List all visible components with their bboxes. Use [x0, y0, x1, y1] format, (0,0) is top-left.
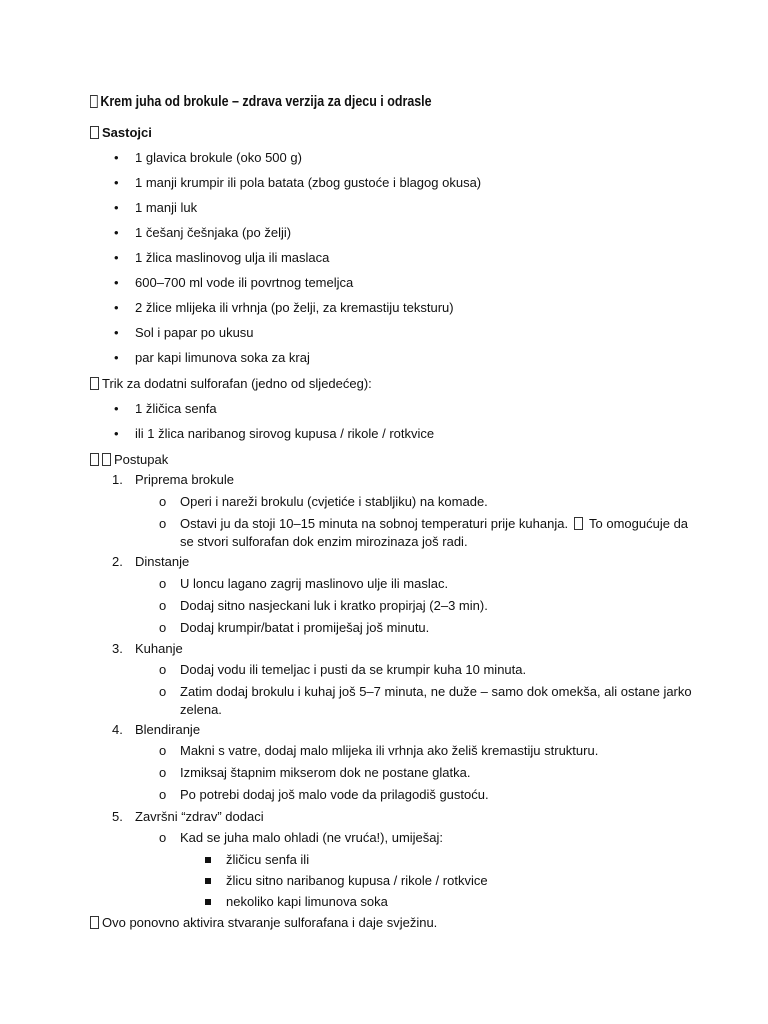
step-sub-text: Ostavi ju da stoji 10–15 minuta na sobnoj temperaturi prije kuhanja.	[180, 516, 572, 531]
step-number: 2.	[112, 554, 123, 569]
step-item	[112, 721, 201, 739]
step-sub-item	[159, 597, 488, 615]
bullet-icon: •	[114, 225, 119, 240]
step-subsub-item	[226, 872, 488, 890]
bullet-icon: •	[114, 250, 119, 265]
step-subsub-text: nekoliko kapi limunova soka	[226, 894, 388, 909]
step-subsub-item	[226, 851, 309, 869]
ingredient-item	[114, 274, 354, 292]
step-item	[112, 640, 183, 658]
step-sub-text: Makni s vatre, dodaj malo mlijeka ili vrhnja ako želiš kremastiju strukturu.	[180, 743, 599, 758]
circle-bullet-icon: o	[159, 662, 167, 677]
step-sub-item	[159, 829, 444, 847]
missing-glyph-icon	[90, 453, 99, 466]
ingredient-item	[114, 249, 330, 267]
circle-bullet-icon: o	[159, 830, 167, 845]
circle-bullet-icon: o	[159, 598, 167, 613]
bullet-icon: •	[114, 325, 119, 340]
ingredient-text: 2 žlice mlijeka ili vrhnja (po želji, za kremastiju teksturu)	[135, 300, 454, 315]
bullet-icon: •	[114, 175, 119, 190]
trick-heading-line	[90, 376, 372, 391]
circle-bullet-icon: o	[159, 494, 167, 509]
step-sub-text: Operi i nareži brokulu (cvjetiće i stabljiku) na komade.	[180, 494, 488, 509]
step-sub-item	[159, 786, 489, 804]
ingredient-text: 1 glavica brokule (oko 500 g)	[135, 150, 302, 165]
procedure-heading: Postupak	[114, 452, 169, 467]
step-sub-text: U loncu lagano zagrij maslinovo ulje ili maslac.	[180, 576, 449, 591]
step-item	[112, 471, 234, 489]
step-item	[112, 808, 264, 826]
trick-text: ili 1 žlica naribanog sirovog kupusa / rikole / rotkvice	[135, 426, 435, 441]
step-sub-item	[159, 575, 449, 593]
step-sub-text: Dodaj krumpir/batat i promiješaj još minutu.	[180, 620, 430, 635]
ingredient-text: 600–700 ml vode ili povrtnog temeljca	[135, 275, 354, 290]
square-bullet-icon	[205, 899, 211, 905]
step-sub-item	[159, 493, 488, 511]
circle-bullet-icon: o	[159, 684, 167, 699]
ingredient-text: 1 manji luk	[135, 200, 198, 215]
step-sub-item	[159, 683, 700, 719]
ingredient-item	[114, 174, 482, 192]
ingredient-item	[114, 299, 454, 317]
document-title: Krem juha od brokule – zdrava verzija za djecu i odrasle	[100, 94, 432, 110]
document-title-line	[90, 94, 432, 110]
closing-line	[90, 915, 437, 930]
circle-bullet-icon: o	[159, 787, 167, 802]
ingredient-item	[114, 324, 254, 342]
circle-bullet-icon: o	[159, 620, 167, 635]
trick-item	[114, 425, 435, 443]
bullet-icon: •	[114, 401, 119, 416]
procedure-heading-line	[90, 452, 168, 467]
ingredient-text: 1 manji krumpir ili pola batata (zbog gustoće i blagog okusa)	[135, 175, 482, 190]
step-label: Blendiranje	[135, 722, 201, 737]
step-sub-text-tail: To omogućuje da se stvori sulforafan dok enzim mirozinaza još radi.	[180, 516, 689, 549]
step-sub-item	[159, 742, 599, 760]
step-label: Dinstanje	[135, 554, 190, 569]
step-number: 4.	[112, 722, 123, 737]
circle-bullet-icon: o	[159, 516, 167, 531]
trick-text: 1 žličica senfa	[135, 401, 217, 416]
step-sub-text: Dodaj sitno nasjeckani luk i kratko propirjaj (2–3 min).	[180, 598, 488, 613]
step-label: Završni “zdrav” dodaci	[135, 809, 264, 824]
ingredients-heading: Sastojci	[102, 125, 152, 140]
step-label: Priprema brokule	[135, 472, 234, 487]
step-sub-text: Dodaj vodu ili temeljac i pusti da se krumpir kuha 10 minuta.	[180, 662, 527, 677]
bullet-icon: •	[114, 350, 119, 365]
bullet-icon: •	[114, 275, 119, 290]
missing-glyph-icon	[90, 916, 99, 929]
step-subsub-text: žličicu senfa ili	[226, 852, 310, 867]
ingredient-item	[114, 349, 310, 367]
step-sub-item	[159, 661, 527, 679]
step-sub-text: Kad se juha malo ohladi (ne vruća!), umiješaj:	[180, 830, 444, 845]
ingredient-item	[114, 199, 198, 217]
step-sub-text: Po potrebi dodaj još malo vode da prilagodiš gustoću.	[180, 787, 489, 802]
ingredient-text: 1 češanj češnjaka (po želji)	[135, 225, 292, 240]
step-subsub-text: žlicu sitno naribanog kupusa / rikole / rotkvice	[226, 873, 488, 888]
ingredient-text: 1 žlica maslinovog ulja ili maslaca	[135, 250, 330, 265]
bullet-icon: •	[114, 150, 119, 165]
bullet-icon: •	[114, 200, 119, 215]
step-sub-wrapped	[180, 515, 700, 551]
ingredient-text: par kapi limunova soka za kraj	[135, 350, 310, 365]
missing-glyph-icon	[102, 453, 111, 466]
step-sub-item	[159, 619, 430, 637]
circle-bullet-icon: o	[159, 576, 167, 591]
step-sub-text: Izmiksaj štapnim mikserom dok ne postane glatka.	[180, 765, 471, 780]
step-number: 3.	[112, 641, 123, 656]
square-bullet-icon	[205, 857, 211, 863]
closing-text: Ovo ponovno aktivira stvaranje sulforafana i daje svježinu.	[102, 915, 438, 930]
missing-glyph-icon	[90, 377, 99, 390]
ingredients-heading-line	[90, 125, 152, 140]
missing-glyph-icon	[90, 95, 98, 108]
step-item	[112, 553, 190, 571]
square-bullet-icon	[205, 878, 211, 884]
bullet-icon: •	[114, 300, 119, 315]
circle-bullet-icon: o	[159, 743, 167, 758]
ingredient-text: Sol i papar po ukusu	[135, 325, 254, 340]
step-number: 1.	[112, 472, 123, 487]
step-sub-item	[159, 764, 471, 782]
ingredient-item	[114, 224, 292, 242]
missing-glyph-icon	[90, 126, 99, 139]
bullet-icon: •	[114, 426, 119, 441]
circle-bullet-icon: o	[159, 765, 167, 780]
step-subsub-item	[226, 893, 388, 911]
step-number: 5.	[112, 809, 123, 824]
step-sub-text: Zatim dodaj brokulu i kuhaj još 5–7 minuta, ne duže – samo dok omekša, ali ostane jarko zelena.	[180, 684, 692, 717]
trick-heading: Trik za dodatni sulforafan (jedno od sljedećeg):	[102, 376, 372, 391]
trick-item	[114, 400, 217, 418]
step-label: Kuhanje	[135, 641, 183, 656]
ingredient-item	[114, 149, 302, 167]
